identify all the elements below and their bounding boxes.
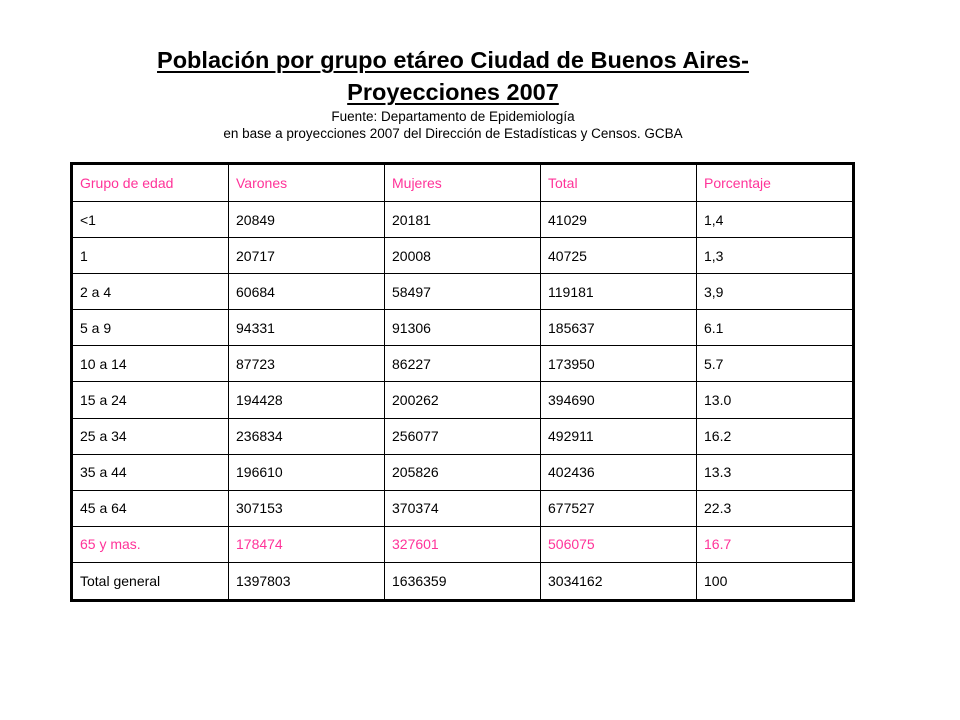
- table-cell: 196610: [229, 454, 385, 490]
- table-row: [72, 526, 854, 562]
- table-cell: 13.3: [697, 454, 854, 490]
- table-cell: 25 a 34: [72, 418, 229, 454]
- table-header-row: [72, 164, 854, 202]
- table-cell: 5 a 9: [72, 310, 229, 346]
- table-cell: 100: [697, 562, 854, 600]
- table-cell: 94331: [229, 310, 385, 346]
- table-cell: 394690: [541, 382, 697, 418]
- table-cell: 370374: [385, 490, 541, 526]
- table-cell: 35 a 44: [72, 454, 229, 490]
- table-cell: 45 a 64: [72, 490, 229, 526]
- page-title-line-2: Proyecciones 2007: [347, 79, 559, 105]
- table-cell: 20181: [385, 202, 541, 238]
- table-cell: 16.2: [697, 418, 854, 454]
- table-cell: 492911: [541, 418, 697, 454]
- table-cell: 20849: [229, 202, 385, 238]
- table-cell: 10 a 14: [72, 346, 229, 382]
- table-cell: 58497: [385, 274, 541, 310]
- table-row: [72, 310, 854, 346]
- table-cell: 200262: [385, 382, 541, 418]
- source-note-line-1: Fuente: Departamento de Epidemiología: [331, 109, 575, 124]
- table-cell: 327601: [385, 526, 541, 562]
- table-row: [72, 454, 854, 490]
- table-cell: 16.7: [697, 526, 854, 562]
- table-row: [72, 562, 854, 600]
- table-cell: 13.0: [697, 382, 854, 418]
- table-row: [72, 418, 854, 454]
- table-cell: 194428: [229, 382, 385, 418]
- table-cell: 2 a 4: [72, 274, 229, 310]
- page-title-line-1: Población por grupo etáreo Ciudad de Buenos Aires-: [157, 47, 749, 73]
- table-cell: 15 a 24: [72, 382, 229, 418]
- column-header: Total: [541, 164, 697, 202]
- table-cell: 1,4: [697, 202, 854, 238]
- table-cell: 3034162: [541, 562, 697, 600]
- table-cell: 119181: [541, 274, 697, 310]
- table-cell: 173950: [541, 346, 697, 382]
- table-cell: 20717: [229, 238, 385, 274]
- table-cell: 20008: [385, 238, 541, 274]
- title-block: [0, 44, 906, 142]
- column-header: Grupo de edad: [72, 164, 229, 202]
- table-cell: 22.3: [697, 490, 854, 526]
- table-cell: 5.7: [697, 346, 854, 382]
- table-cell: 236834: [229, 418, 385, 454]
- table-cell: 178474: [229, 526, 385, 562]
- table-cell: 1636359: [385, 562, 541, 600]
- table-row: [72, 202, 854, 238]
- table-cell: <1: [72, 202, 229, 238]
- table-cell: 307153: [229, 490, 385, 526]
- source-note-line-2: en base a proyecciones 2007 del Dirección de Estadísticas y Censos. GCBA: [223, 126, 683, 141]
- table-cell: 41029: [541, 202, 697, 238]
- table-row: [72, 346, 854, 382]
- table-cell: 1397803: [229, 562, 385, 600]
- table-row: [72, 274, 854, 310]
- table-cell: 60684: [229, 274, 385, 310]
- table-cell: Total general: [72, 562, 229, 600]
- table-cell: 6.1: [697, 310, 854, 346]
- table-cell: 185637: [541, 310, 697, 346]
- table-cell: 205826: [385, 454, 541, 490]
- table-cell: 40725: [541, 238, 697, 274]
- table-cell: 86227: [385, 346, 541, 382]
- table-cell: 3,9: [697, 274, 854, 310]
- table-cell: 1,3: [697, 238, 854, 274]
- table-cell: 256077: [385, 418, 541, 454]
- table-cell: 677527: [541, 490, 697, 526]
- table-cell: 402436: [541, 454, 697, 490]
- column-header: Mujeres: [385, 164, 541, 202]
- column-header: Varones: [229, 164, 385, 202]
- table-cell: 91306: [385, 310, 541, 346]
- column-header: Porcentaje: [697, 164, 854, 202]
- table-cell: 506075: [541, 526, 697, 562]
- table-cell: 65 y mas.: [72, 526, 229, 562]
- table-row: [72, 490, 854, 526]
- table-cell: 87723: [229, 346, 385, 382]
- table-row: [72, 238, 854, 274]
- population-table: [70, 162, 855, 602]
- table-row: [72, 382, 854, 418]
- table-cell: 1: [72, 238, 229, 274]
